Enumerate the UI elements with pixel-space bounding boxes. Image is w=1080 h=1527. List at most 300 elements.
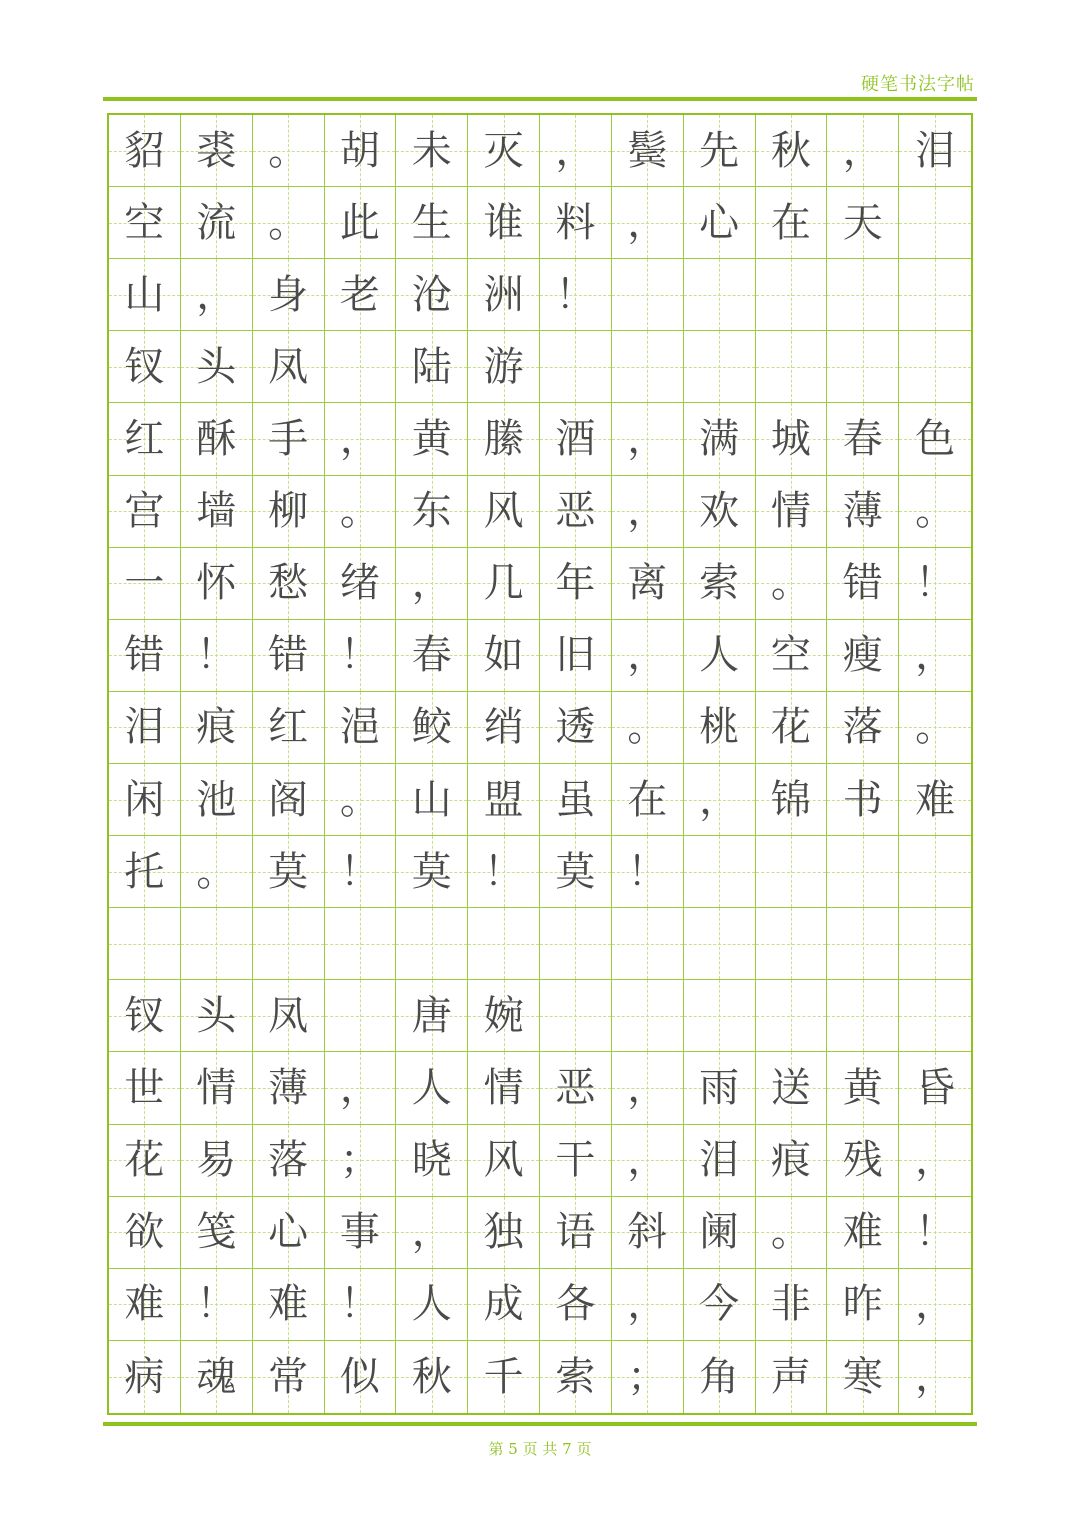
- grid-character: 易: [196, 1137, 237, 1184]
- grid-cell: [396, 403, 468, 475]
- grid-character: ！: [196, 1281, 237, 1328]
- grid-character: 人: [699, 632, 740, 679]
- grid-character: ，: [627, 1137, 668, 1184]
- grid-cell: [325, 115, 397, 187]
- grid-cell: [396, 692, 468, 764]
- header-title: 硬笔书法字帖: [861, 74, 975, 95]
- grid-cell: [540, 187, 612, 259]
- grid-character: 。: [915, 704, 956, 751]
- grid-character: 天: [842, 199, 883, 246]
- grid-cell: [899, 548, 971, 620]
- grid-character: 旧: [555, 632, 596, 679]
- grid-character: 红: [124, 415, 165, 462]
- grid-cell: [325, 1341, 397, 1413]
- grid-character: 婉: [483, 992, 524, 1039]
- grid-character: ，: [411, 560, 452, 607]
- grid-character: ，: [627, 415, 668, 462]
- grid-cell: [109, 692, 181, 764]
- grid-cell: [396, 1125, 468, 1197]
- grid-cell: [109, 980, 181, 1052]
- grid-cell: [684, 1125, 756, 1197]
- grid-cell: [684, 1269, 756, 1341]
- grid-character: 几: [483, 560, 524, 607]
- grid-cell: [325, 187, 397, 259]
- grid-character: 料: [555, 199, 596, 246]
- grid-character: ，: [339, 415, 380, 462]
- grid-character: 难: [124, 1281, 165, 1328]
- grid-cell: [181, 620, 253, 692]
- grid-cell: [181, 908, 253, 980]
- grid-character: 池: [196, 776, 237, 823]
- grid-character: 非: [770, 1281, 811, 1328]
- grid-cell: [109, 836, 181, 908]
- grid-cell: [325, 620, 397, 692]
- grid-cell: [612, 764, 684, 836]
- grid-character: 。: [196, 848, 237, 895]
- grid-cell: [612, 980, 684, 1052]
- grid-cell: [827, 1341, 899, 1413]
- grid-cell: [899, 1052, 971, 1124]
- grid-character: 山: [411, 776, 452, 823]
- grid-cell: [612, 331, 684, 403]
- grid-character: 。: [915, 488, 956, 535]
- grid-cell: [612, 403, 684, 475]
- grid-cell: [756, 1269, 828, 1341]
- grid-character: 薄: [842, 488, 883, 535]
- grid-character: 昨: [842, 1281, 883, 1328]
- grid-character: 成: [483, 1281, 524, 1328]
- grid-character: 魂: [196, 1353, 237, 1400]
- grid-character: 游: [483, 343, 524, 390]
- grid-cell: [325, 548, 397, 620]
- grid-cell: [540, 908, 612, 980]
- grid-character: 锦: [770, 776, 811, 823]
- grid-character: 事: [339, 1209, 380, 1256]
- grid-cell: [253, 548, 325, 620]
- grid-character: ，: [842, 127, 883, 174]
- grid-cell: [899, 187, 971, 259]
- grid-cell: [540, 548, 612, 620]
- grid-cell: [253, 403, 325, 475]
- grid-character: 城: [770, 415, 811, 462]
- grid-character: 声: [770, 1353, 811, 1400]
- grid-cell: [827, 836, 899, 908]
- grid-cell: [396, 980, 468, 1052]
- grid-character: 莫: [411, 848, 452, 895]
- grid-character: 阁: [268, 776, 309, 823]
- grid-cell: [253, 115, 325, 187]
- grid-cell: [899, 908, 971, 980]
- grid-cell: [756, 1341, 828, 1413]
- grid-cell: [684, 259, 756, 331]
- grid-cell: [756, 980, 828, 1052]
- grid-cell: [109, 1052, 181, 1124]
- grid-cell: [325, 1052, 397, 1124]
- grid-character: 未: [411, 127, 452, 174]
- grid-character: 如: [483, 632, 524, 679]
- grid-character: 鲛: [411, 704, 452, 751]
- grid-cell: [325, 259, 397, 331]
- grid-cell: [253, 692, 325, 764]
- grid-character: 鬓: [627, 127, 668, 174]
- grid-cell: [396, 476, 468, 548]
- grid-character: 。: [770, 1209, 811, 1256]
- grid-character: 落: [268, 1137, 309, 1184]
- grid-character: 陆: [411, 343, 452, 390]
- grid-cell: [612, 692, 684, 764]
- grid-cell: [756, 115, 828, 187]
- grid-cell: [181, 548, 253, 620]
- grid-cell: [612, 908, 684, 980]
- grid-cell: [684, 1197, 756, 1269]
- grid-character: 痕: [196, 704, 237, 751]
- grid-character: ！: [915, 560, 956, 607]
- grid-cell: [109, 620, 181, 692]
- grid-cell: [612, 476, 684, 548]
- grid-cell: [396, 1269, 468, 1341]
- grid-cell: [109, 764, 181, 836]
- grid-character: 人: [411, 1281, 452, 1328]
- grid-cell: [253, 908, 325, 980]
- grid-cell: [396, 1341, 468, 1413]
- grid-cell: [181, 764, 253, 836]
- grid-character: 。: [339, 776, 380, 823]
- grid-cell: [540, 1341, 612, 1413]
- grid-character: ；: [627, 1353, 668, 1400]
- grid-cell: [325, 1269, 397, 1341]
- grid-cell: [684, 187, 756, 259]
- grid-cell: [325, 476, 397, 548]
- grid-character: 风: [483, 1137, 524, 1184]
- grid-cell: [325, 403, 397, 475]
- grid-cell: [899, 1197, 971, 1269]
- grid-character: 头: [196, 992, 237, 1039]
- grid-character: 柳: [268, 488, 309, 535]
- grid-character: ，: [627, 488, 668, 535]
- grid-character: 钗: [124, 343, 165, 390]
- grid-cell: [827, 331, 899, 403]
- grid-cell: [540, 1269, 612, 1341]
- grid-cell: [827, 115, 899, 187]
- grid-cell: [612, 1052, 684, 1124]
- grid-character: 斜: [627, 1209, 668, 1256]
- grid-character: 情: [483, 1064, 524, 1111]
- grid-character: 泪: [124, 704, 165, 751]
- grid-character: 错: [268, 632, 309, 679]
- grid-character: ，: [915, 632, 956, 679]
- grid-character: ！: [196, 632, 237, 679]
- grid-character: 酒: [555, 415, 596, 462]
- grid-character: 墙: [196, 488, 237, 535]
- grid-character: 黄: [411, 415, 452, 462]
- grid-character: ，: [627, 199, 668, 246]
- grid-character: 落: [842, 704, 883, 751]
- grid-cell: [684, 403, 756, 475]
- grid-cell: [612, 620, 684, 692]
- grid-character: 酥: [196, 415, 237, 462]
- grid-cell: [612, 1197, 684, 1269]
- grid-character: ！: [339, 1281, 380, 1328]
- grid-character: 空: [770, 632, 811, 679]
- grid-cell: [827, 548, 899, 620]
- grid-cell: [325, 1197, 397, 1269]
- grid-cell: [109, 1269, 181, 1341]
- grid-cell: [684, 764, 756, 836]
- grid-cell: [396, 764, 468, 836]
- grid-character: 绪: [339, 560, 380, 607]
- grid-cell: [540, 331, 612, 403]
- grid-character: 心: [699, 199, 740, 246]
- tianzige-grid: [107, 113, 973, 1415]
- grid-character: 干: [555, 1137, 596, 1184]
- grid-cell: [827, 403, 899, 475]
- grid-character: 恶: [555, 1064, 596, 1111]
- grid-cell: [540, 836, 612, 908]
- grid-character: 先: [699, 127, 740, 174]
- grid-character: 此: [339, 199, 380, 246]
- grid-cell: [899, 620, 971, 692]
- grid-character: 沧: [411, 271, 452, 318]
- grid-character: 昏: [915, 1064, 956, 1111]
- grid-character: 晓: [411, 1137, 452, 1184]
- grid-cell: [181, 187, 253, 259]
- grid-character: ，: [411, 1209, 452, 1256]
- grid-cell: [181, 115, 253, 187]
- grid-character: 在: [770, 199, 811, 246]
- grid-cell: [756, 836, 828, 908]
- grid-cell: [468, 764, 540, 836]
- grid-cell: [827, 476, 899, 548]
- grid-cell: [253, 620, 325, 692]
- grid-character: 盟: [483, 776, 524, 823]
- grid-cell: [181, 1197, 253, 1269]
- grid-character: 。: [627, 704, 668, 751]
- grid-cell: [540, 620, 612, 692]
- grid-cell: [756, 259, 828, 331]
- grid-character: 泪: [915, 127, 956, 174]
- grid-cell: [396, 620, 468, 692]
- grid-character: 心: [268, 1209, 309, 1256]
- grid-character: 黄: [842, 1064, 883, 1111]
- grid-cell: [756, 764, 828, 836]
- grid-character: ，: [915, 1281, 956, 1328]
- grid-cell: [827, 1197, 899, 1269]
- grid-cell: [684, 836, 756, 908]
- grid-cell: [325, 764, 397, 836]
- grid-character: 难: [915, 776, 956, 823]
- grid-cell: [109, 1341, 181, 1413]
- grid-character: ！: [915, 1209, 956, 1256]
- grid-cell: [109, 548, 181, 620]
- grid-character: 貂: [124, 127, 165, 174]
- grid-cell: [468, 259, 540, 331]
- grid-cell: [253, 187, 325, 259]
- grid-cell: [468, 1341, 540, 1413]
- grid-cell: [827, 1269, 899, 1341]
- grid-character: 绡: [483, 704, 524, 751]
- grid-character: ，: [339, 1064, 380, 1111]
- grid-cell: [181, 403, 253, 475]
- grid-cell: [899, 1341, 971, 1413]
- grid-cell: [109, 331, 181, 403]
- grid-cell: [253, 1269, 325, 1341]
- grid-cell: [684, 620, 756, 692]
- grid-cell: [396, 548, 468, 620]
- grid-character: 病: [124, 1353, 165, 1400]
- grid-character: 红: [268, 704, 309, 751]
- grid-cell: [899, 403, 971, 475]
- grid-character: 手: [268, 415, 309, 462]
- grid-character: 风: [483, 488, 524, 535]
- grid-cell: [899, 836, 971, 908]
- grid-character: 泪: [699, 1137, 740, 1184]
- grid-character: 。: [268, 127, 309, 174]
- grid-cell: [612, 1341, 684, 1413]
- grid-cell: [612, 259, 684, 331]
- grid-cell: [540, 403, 612, 475]
- grid-cell: [109, 187, 181, 259]
- grid-character: 虽: [555, 776, 596, 823]
- grid-cell: [396, 1052, 468, 1124]
- grid-character: 托: [124, 848, 165, 895]
- grid-cell: [827, 620, 899, 692]
- grid-cell: [540, 476, 612, 548]
- grid-cell: [827, 764, 899, 836]
- grid-cell: [827, 980, 899, 1052]
- grid-character: 寒: [842, 1353, 883, 1400]
- grid-cell: [756, 403, 828, 475]
- grid-cell: [827, 187, 899, 259]
- grid-character: 灭: [483, 127, 524, 174]
- grid-character: 痕: [770, 1137, 811, 1184]
- grid-cell: [612, 1125, 684, 1197]
- grid-cell: [684, 692, 756, 764]
- grid-character: 难: [268, 1281, 309, 1328]
- grid-cell: [899, 1125, 971, 1197]
- grid-character: 流: [196, 199, 237, 246]
- grid-cell: [540, 980, 612, 1052]
- grid-cell: [396, 187, 468, 259]
- grid-character: 空: [124, 199, 165, 246]
- grid-cell: [468, 476, 540, 548]
- grid-cell: [612, 836, 684, 908]
- grid-character: 秋: [411, 1353, 452, 1400]
- grid-character: ！: [339, 632, 380, 679]
- grid-cell: [181, 331, 253, 403]
- grid-cell: [899, 764, 971, 836]
- grid-character: 书: [842, 776, 883, 823]
- grid-character: 情: [770, 488, 811, 535]
- grid-cell: [109, 259, 181, 331]
- page-number: 第 5 页 共 7 页: [488, 1440, 592, 1458]
- grid-character: 今: [699, 1281, 740, 1328]
- grid-cell: [109, 476, 181, 548]
- grid-character: ，: [555, 127, 596, 174]
- grid-character: 常: [268, 1353, 309, 1400]
- grid-cell: [253, 1052, 325, 1124]
- grid-cell: [181, 259, 253, 331]
- grid-character: 生: [411, 199, 452, 246]
- grid-cell: [325, 836, 397, 908]
- grid-character: 离: [627, 560, 668, 607]
- grid-character: ，: [627, 1281, 668, 1328]
- grid-cell: [684, 548, 756, 620]
- grid-character: 情: [196, 1064, 237, 1111]
- grid-cell: [181, 692, 253, 764]
- grid-cell: [684, 1341, 756, 1413]
- grid-character: 桃: [699, 704, 740, 751]
- grid-cell: [468, 403, 540, 475]
- grid-cell: [253, 980, 325, 1052]
- grid-character: 縢: [483, 415, 524, 462]
- grid-cell: [325, 1125, 397, 1197]
- grid-cell: [468, 908, 540, 980]
- grid-cell: [899, 476, 971, 548]
- grid-cell: [756, 620, 828, 692]
- grid-character: 莫: [555, 848, 596, 895]
- grid-character: ！: [555, 271, 596, 318]
- grid-cell: [181, 1125, 253, 1197]
- grid-character: 山: [124, 271, 165, 318]
- grid-cell: [899, 259, 971, 331]
- grid-character: 裘: [196, 127, 237, 174]
- grid-character: 语: [555, 1209, 596, 1256]
- grid-cell: [109, 403, 181, 475]
- grid-cell: [109, 1125, 181, 1197]
- grid-cell: [756, 692, 828, 764]
- grid-cell: [756, 1197, 828, 1269]
- grid-character: 春: [411, 632, 452, 679]
- grid-character: 。: [339, 488, 380, 535]
- grid-cell: [181, 1341, 253, 1413]
- grid-character: 谁: [483, 199, 524, 246]
- grid-cell: [396, 1197, 468, 1269]
- grid-cell: [253, 331, 325, 403]
- grid-cell: [756, 476, 828, 548]
- grid-cell: [684, 1052, 756, 1124]
- grid-cell: [540, 1052, 612, 1124]
- grid-cell: [540, 115, 612, 187]
- grid-cell: [468, 548, 540, 620]
- grid-cell: [325, 331, 397, 403]
- grid-cell: [253, 259, 325, 331]
- grid-character: 闲: [124, 776, 165, 823]
- grid-cell: [756, 1125, 828, 1197]
- grid-cell: [253, 836, 325, 908]
- grid-character: 。: [770, 560, 811, 607]
- grid-cell: [899, 692, 971, 764]
- grid-character: 索: [555, 1353, 596, 1400]
- grid-cell: [396, 908, 468, 980]
- grid-cell: [899, 331, 971, 403]
- grid-character: 春: [842, 415, 883, 462]
- grid-cell: [684, 980, 756, 1052]
- grid-cell: [756, 187, 828, 259]
- grid-character: 胡: [339, 127, 380, 174]
- grid-character: 身: [268, 271, 309, 318]
- grid-cell: [468, 187, 540, 259]
- grid-cell: [612, 115, 684, 187]
- grid-character: 千: [483, 1353, 524, 1400]
- grid-cell: [684, 476, 756, 548]
- grid-cell: [468, 1125, 540, 1197]
- grid-character: 老: [339, 271, 380, 318]
- grid-character: 头: [196, 343, 237, 390]
- grid-character: 满: [699, 415, 740, 462]
- grid-character: 似: [339, 1353, 380, 1400]
- grid-cell: [253, 1341, 325, 1413]
- grid-cell: [109, 908, 181, 980]
